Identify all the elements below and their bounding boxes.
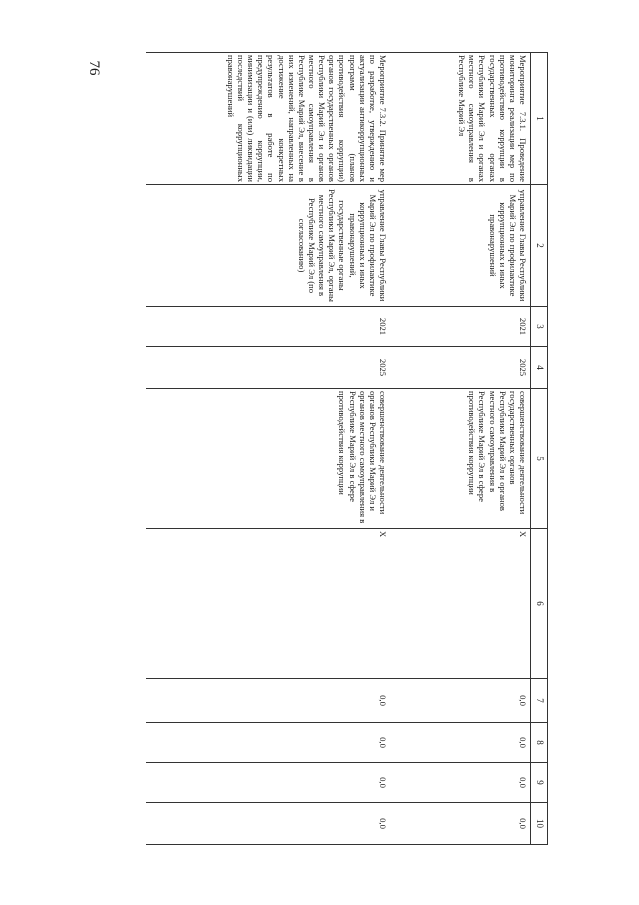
responsible-executor-cell: управление Главы Республики Марий Эл по профилактике коррупционных и иных правонарушений <box>390 185 531 307</box>
expected-result-cell: совершенствование деятельности государственных органов Республики Марий Эл и органов местного самоуправления в Республике Марий Эл в сфере противодействия коррупции <box>390 389 531 529</box>
column-header-9: 9 <box>531 763 548 803</box>
measure-name-cell: Мероприятие 7.3.1. Проведение мониторинга реализации мер по противодействию коррупции в государственных органах Республики Марий Эл и органах местного самоуправления в Республике Марий Эл <box>390 53 531 185</box>
column-header-10: 10 <box>531 803 548 845</box>
column-number-header-row <box>531 53 548 845</box>
column-header-1: 1 <box>531 53 548 185</box>
end-year-cell: 2025 <box>390 347 531 389</box>
funding-cell-9: 0,0 <box>146 763 390 803</box>
table-row-measure-7-3-1 <box>390 53 531 845</box>
column-header-5: 5 <box>531 389 548 529</box>
funding-cell-7: 0,0 <box>146 679 390 723</box>
program-measures-table-rotated <box>116 52 548 844</box>
column-header-8: 8 <box>531 723 548 763</box>
responsible-executor-cell: управление Главы Республики Марий Эл по профилактике коррупционных и иных правонарушений, государственные органы Республики Марий Эл, органы местного самоуправления в Республике Марий Эл (по согласованию) <box>146 185 390 307</box>
column-header-3: 3 <box>531 307 548 347</box>
column-header-4: 4 <box>531 347 548 389</box>
funding-cell-9: 0,0 <box>390 763 531 803</box>
funding-cell-8: 0,0 <box>146 723 390 763</box>
column-header-7: 7 <box>531 679 548 723</box>
end-year-cell: 2025 <box>146 347 390 389</box>
table-row-measure-7-3-2 <box>146 53 390 845</box>
column-header-2: 2 <box>531 185 548 307</box>
column-header-6: 6 <box>531 529 548 679</box>
funding-cell-8: 0,0 <box>390 723 531 763</box>
program-measures-table <box>146 52 548 845</box>
funding-cell-10: 0,0 <box>390 803 531 845</box>
expected-result-cell: совершенствование деятельности органов Республики Марий Эл и органов местного самоуправления в Республике Марий Эл в сфере противодействия коррупции <box>146 389 390 529</box>
measure-name-cell: Мероприятие 7.3.2. Принятие мер по разработке, утверждению и актуализации антикоррупционных программ (планов противодействия коррупции) органов государственных органов Республики Марий Эл и органов местного самоуправления в Республике Марий Эл, внесение в них изменений, направленных на достижение конкретных результатов в работе по предупреждению коррупции, минимизации и (или) ликвидации последствий коррупционных правонарушений <box>146 53 390 185</box>
funding-cell-7: 0,0 <box>390 679 531 723</box>
start-year-cell: 2021 <box>146 307 390 347</box>
marker-cell: Х <box>146 529 390 679</box>
start-year-cell: 2021 <box>390 307 531 347</box>
funding-cell-10: 0,0 <box>146 803 390 845</box>
page-number: 76 <box>86 60 102 76</box>
marker-cell: Х <box>390 529 531 679</box>
